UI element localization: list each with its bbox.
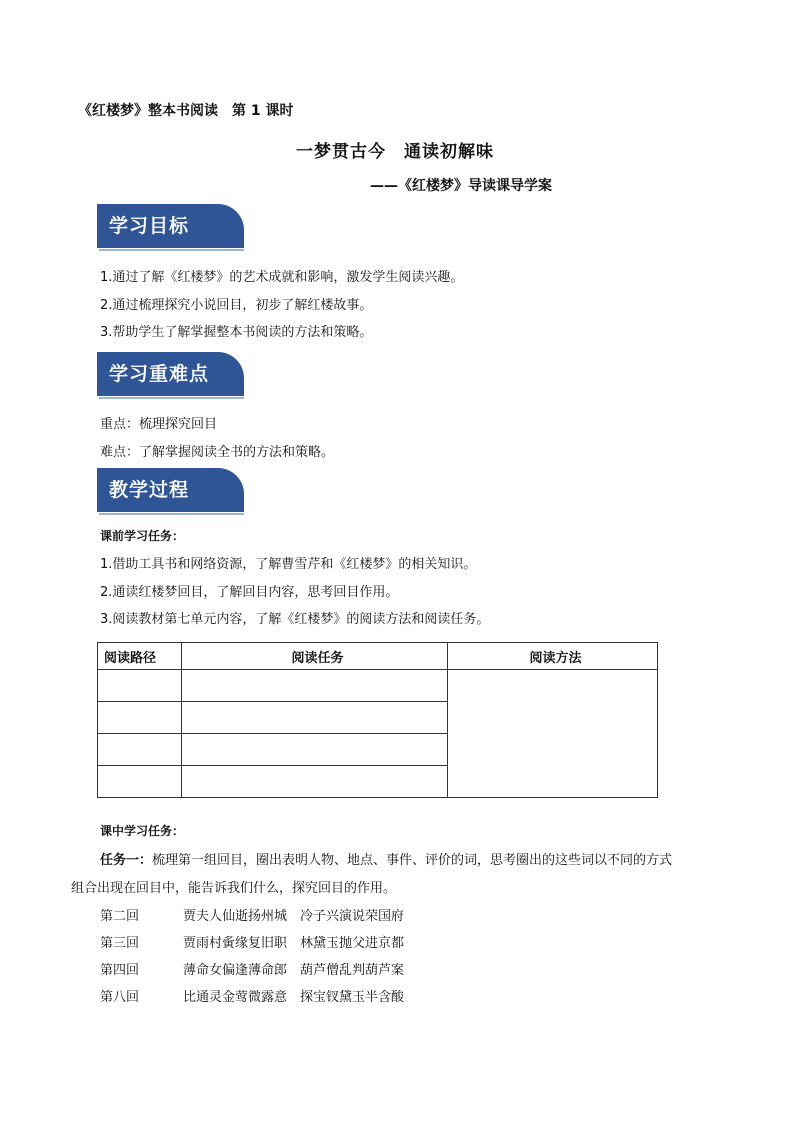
course-line: 《红楼梦》整本书阅读 第 1 课时 <box>78 103 294 119</box>
in-class-label: 课中学习任务： <box>100 824 185 838</box>
page-title: 一梦贯古今 通读初解味 <box>296 142 494 162</box>
task1-line1 <box>100 849 672 868</box>
chapter-row <box>100 905 404 924</box>
chapter-title: 贾雨村夤缘复旧职 林黛玉抛父进京都 <box>183 936 405 951</box>
table-cell-method[interactable] <box>448 670 658 798</box>
table-cell[interactable] <box>98 766 182 798</box>
table-header: 阅读方法 <box>448 643 658 670</box>
pre-class-item: 2.通读红楼梦回目，了解回目内容，思考回目作用。 <box>100 585 399 600</box>
pre-class-label: 课前学习任务： <box>100 529 185 543</box>
table-header: 阅读路径 <box>98 643 182 670</box>
chapter-number: 第二回 <box>100 909 140 924</box>
chapter-title: 薄命女偏逢薄命郎 葫芦僧乱判葫芦案 <box>183 963 405 978</box>
objective-item: 3.帮助学生了解掌握整本书阅读的方法和策略。 <box>100 325 373 340</box>
section-heading-process: 教学过程 <box>97 468 244 512</box>
chapter-title: 贾夫人仙逝扬州城 冷子兴演说荣国府 <box>183 909 405 924</box>
table-header-row <box>98 643 658 670</box>
chapter-number: 第八回 <box>100 990 140 1005</box>
task1-text: 梳理第一组回目，圈出表明人物、地点、事件、评价的词，思考圈出的这些词以不同的方式 <box>152 853 673 868</box>
chapter-number: 第四回 <box>100 963 140 978</box>
pre-class-item: 1.借助工具书和网络资源，了解曹雪芹和《红楼梦》的相关知识。 <box>100 557 477 572</box>
difficulty-text: 难点：了解掌握阅读全书的方法和策略。 <box>100 445 335 460</box>
section-heading-objectives: 学习目标 <box>97 204 244 248</box>
task1-label: 任务一： <box>100 853 153 868</box>
table-header: 阅读任务 <box>182 643 448 670</box>
chapter-row <box>100 986 404 1005</box>
chapter-title: 比通灵金莺微露意 探宝钗黛玉半含酸 <box>183 990 405 1005</box>
table-row <box>98 670 658 702</box>
objective-item: 2.通过梳理探究小说回目，初步了解红楼故事。 <box>100 298 373 313</box>
table-cell[interactable] <box>98 670 182 702</box>
table-cell[interactable] <box>182 670 448 702</box>
task1-line2: 组合出现在回目中，能告诉我们什么，探究回目的作用。 <box>71 881 397 896</box>
pre-class-item: 3.阅读教材第七单元内容，了解《红楼梦》的阅读方法和阅读任务。 <box>100 612 490 627</box>
chapter-row <box>100 959 404 978</box>
table-cell[interactable] <box>98 702 182 734</box>
focus-text: 重点：梳理探究回目 <box>100 417 218 432</box>
chapter-row <box>100 932 404 951</box>
reading-table <box>97 642 658 798</box>
section-heading-key-points: 学习重难点 <box>97 352 244 396</box>
page-subtitle: ——《红楼梦》导读课导学案 <box>370 178 552 194</box>
chapter-number: 第三回 <box>100 936 140 951</box>
table-cell[interactable] <box>98 734 182 766</box>
table-cell[interactable] <box>182 734 448 766</box>
objective-item: 1.通过了解《红楼梦》的艺术成就和影响，激发学生阅读兴趣。 <box>100 270 464 285</box>
table-cell[interactable] <box>182 702 448 734</box>
table-cell[interactable] <box>182 766 448 798</box>
